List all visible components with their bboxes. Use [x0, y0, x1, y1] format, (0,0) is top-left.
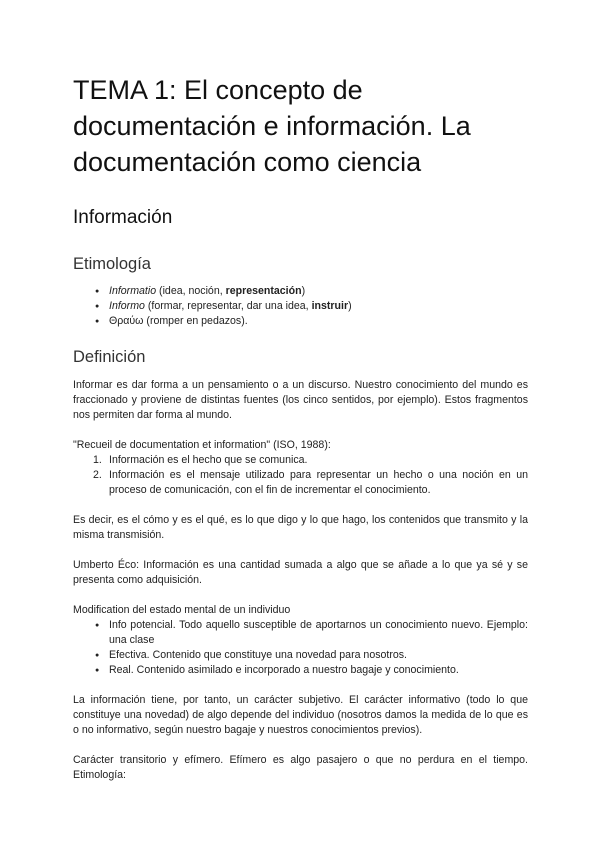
paragraph: La información tiene, por tanto, un carácter subjetivo. El carácter informativo (todo lo que constituye una novedad) de algo depende del individuo (nosotros damos la medida de lo que es o no informativo, según nuestro bagaje y nuestros conocimientos previos). [73, 694, 528, 736]
list-item: ● Real. Contenido asimilado e incorporado a nuestro bagaje y conocimiento. [95, 663, 528, 678]
page-title: TEMA 1: El concepto de documentación e información. La documentación como ciencia [73, 75, 471, 177]
iso-list [73, 453, 528, 498]
subheading-etimologia: Etimología [73, 255, 151, 273]
list-item: 2. Información es el mensaje utilizado para representar un hecho o una noción en un proceso de comunicación, con el fin de incrementar el conocimiento. [93, 469, 528, 496]
paragraph: Carácter transitorio y efímero. Efímero es algo pasajero o que no perdura en el tiempo. Etimología: [73, 754, 528, 781]
paragraph: Umberto Éco: Información es una cantidad sumada a algo que se añade a lo que ya sé y se presenta como adquisición. [73, 559, 528, 586]
modification-intro: Modification del estado mental de un individuo [73, 604, 291, 616]
modification-list [73, 618, 528, 678]
list-item: ● Informo (formar, representar, dar una idea, instruir) [95, 299, 528, 314]
list-item: ● Θραύω (romper en pedazos). [95, 314, 528, 329]
list-item: ● Info potencial. Todo aquello susceptible de aportarnos un conocimiento nuevo. Ejemplo: una clase [95, 618, 528, 648]
etimologia-list [73, 284, 528, 329]
paragraph: Es decir, es el cómo y es el qué, es lo que digo y lo que hago, los contenidos que transmito y la misma transmisión. [73, 514, 528, 541]
iso-intro: "Recueil de documentation et information" (ISO, 1988): [73, 439, 331, 451]
section-heading-informacion: Información [73, 207, 173, 228]
subheading-definicion: Definición [73, 348, 146, 366]
paragraph: Informar es dar forma a un pensamiento o a un discurso. Nuestro conocimiento del mundo es fraccionado y proviene de distintas fuentes (los cinco sentidos, por ejemplo). Estos fragmentos nos permiten dar forma al mundo. [73, 379, 528, 421]
list-item: ● Informatio (idea, noción, representación) [95, 284, 528, 299]
list-item: ● Efectiva. Contenido que constituye una novedad para nosotros. [95, 648, 528, 663]
list-item: 1. Información es el hecho que se comunica. [93, 454, 308, 466]
